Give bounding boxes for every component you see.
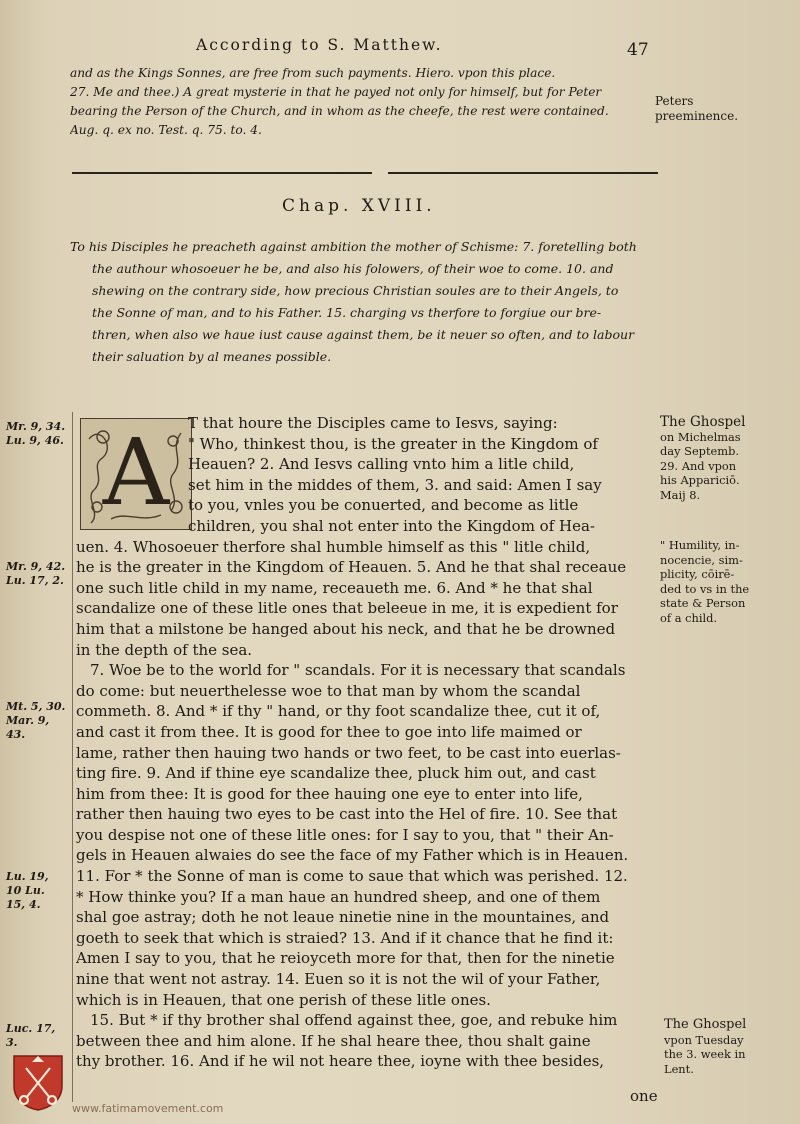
margin-reference: Mr. 9, 42. Lu. 17, 2. xyxy=(6,560,66,587)
argument-line: To his Disciples he preacheth against ambition the mother of Schisme: 7. foretelling both xyxy=(70,239,637,254)
note-line: day Septemb. xyxy=(660,444,740,458)
note-line: The Ghospel xyxy=(660,414,746,430)
margin-reference: Mt. 5, 30. Mar. 9, 43. xyxy=(6,700,66,741)
text-line: 11. For * the Sonne of man is come to saue that which was perished. 12. xyxy=(76,867,628,886)
section-rule-right xyxy=(388,172,658,174)
text-line: T that houre the Disciples came to Iesvs, saying: xyxy=(188,414,558,432)
margin-rule xyxy=(72,412,73,1102)
note-line: of a child. xyxy=(660,610,718,625)
margin-note-peter: Peters preeminence. xyxy=(655,94,739,123)
drop-cap-letter: A xyxy=(102,419,170,526)
text-line: him that a milstone be hanged about his neck, and that he be drowned xyxy=(76,619,616,638)
text-line: Heauen? 2. And Iesvs calling vnto him a litle child, xyxy=(188,455,575,474)
text-line: him from thee: It is good for thee hauing one eye to enter into life, xyxy=(76,784,583,803)
text-line: do come: but neuerthelesse woe to that man by whom the scandal xyxy=(76,681,581,700)
text-line: set him in the middes of them, 3. and said: Amen I say xyxy=(188,475,602,494)
text-line: scandalize one of these litle ones that beleeue in me, it is expedient for xyxy=(76,599,618,618)
note-line: plicity, cōirē- xyxy=(660,567,735,581)
text-line: uen. 4. Whosoeuer therfore shal humble himself as this " litle child, xyxy=(76,537,591,556)
running-title: According to S. Matthew. xyxy=(196,36,443,54)
note-line: The Ghospel xyxy=(664,1017,747,1032)
note-line: the 3. week in xyxy=(664,1047,746,1061)
note-line: " Humility, in- xyxy=(660,538,740,552)
annotation-line: and as the Kings Sonnes, are free from such payments. Hiero. vpon this place. xyxy=(70,66,556,80)
text-line: nine that went not astray. 14. Euen so it is not the wil of your Father, xyxy=(76,970,601,989)
text-line: commeth. 8. And * if thy " hand, or thy foot scandalize thee, cut it of, xyxy=(76,702,601,721)
papal-keys-seal-icon xyxy=(10,1052,66,1112)
text-line: * How thinke you? If a man haue an hundred sheep, and one of them xyxy=(76,887,601,906)
text-line: lame, rather then hauing two hands or two feet, to be cast into euerlas- xyxy=(76,743,621,762)
page-number: 47 xyxy=(627,40,649,60)
text-line: to you, vnles you be conuerted, and become as litle xyxy=(188,496,579,515)
margin-note-lent xyxy=(664,1018,784,1076)
margin-note-humility xyxy=(660,538,780,625)
text-line: gels in Heauen alwaies do see the face of my Father which is in Heauen. xyxy=(76,846,629,865)
argument-line: shewing on the contrary side, how precious Christian soules are to their Angels, to xyxy=(92,283,619,298)
note-line: his Appariciō. xyxy=(660,473,740,487)
text-line: one such litle child in my name, receaueth me. 6. And * he that shal xyxy=(76,578,593,597)
text-line: and cast it from thee. It is good for thee to goe into life maimed or xyxy=(76,722,582,741)
text-line: children, you shal not enter into the Kingdom of Hea- xyxy=(188,516,595,535)
text-line: rather then hauing two eyes to be cast into the Hel of fire. 10. See that xyxy=(76,805,618,824)
text-line: which is in Heauen, that one perish of these litle ones. xyxy=(76,990,491,1009)
note-line: Maij 8. xyxy=(660,487,701,502)
note-line: on Michelmas xyxy=(660,429,741,444)
argument-line: the Sonne of man, and to his Father. 15. charging vs therfore to forgiue our bre- xyxy=(92,305,602,320)
margin-reference: Luc. 17, 3. xyxy=(6,1022,56,1049)
section-rule-left xyxy=(72,172,372,174)
margin-note-michelmas xyxy=(660,415,780,502)
preceding-annotations xyxy=(70,64,655,140)
text-line: he is the greater in the Kingdom of Heauen. 5. And he that shal receaue xyxy=(76,558,627,577)
text-line: Amen I say to you, that he reioyceth more for that, then for the ninetie xyxy=(76,949,615,968)
text-line: 15. But * if thy brother shal offend against thee, goe, and rebuke him xyxy=(90,1011,618,1030)
site-watermark[interactable]: www.fatimamovement.com xyxy=(72,1102,224,1115)
margin-reference: Mr. 9, 34. Lu. 9, 46. xyxy=(6,420,66,447)
argument-line: thren, when also we haue iust cause against them, be it neuer so often, and to labour xyxy=(92,327,635,342)
text-line: you despise not one of these litle ones: for I say to you, that " their An- xyxy=(76,825,614,844)
text-line: " Who, thinkest thou, is the greater in the Kingdom of xyxy=(188,434,598,453)
note-line: vpon Tuesday xyxy=(664,1032,744,1047)
note-line: state & Person xyxy=(660,596,746,610)
note-line: Lent. xyxy=(664,1061,694,1076)
argument-line: their saluation by al meanes possible. xyxy=(92,349,332,364)
text-line: thy brother. 16. And if he wil not heare thee, ioyne with thee besides, xyxy=(76,1052,605,1071)
annotation-line: 27. Me and thee.) A great mysterie in that he payed not only for himself, but for Peter xyxy=(70,85,602,99)
margin-reference: Lu. 19, 10 Lu. 15, 4. xyxy=(6,870,49,911)
annotation-line: bearing the Person of the Church, and in whom as the cheefe, the rest were contained. xyxy=(70,104,609,118)
annotation-line: Aug. q. ex no. Test. q. 75. to. 4. xyxy=(70,123,262,137)
text-line: in the depth of the sea. xyxy=(76,640,253,659)
text-line: shal goe astray; doth he not leaue ninetie nine in the mountaines, and xyxy=(76,908,610,927)
note-line: 29. And vpon xyxy=(660,458,737,473)
text-line: 7. Woe be to the world for " scandals. For it is necessary that scandals xyxy=(90,661,626,680)
note-line: ded to vs in the xyxy=(660,581,750,596)
text-line: goeth to seek that which is straied? 13. And if it chance that he find it: xyxy=(76,928,614,947)
argument-line: the authour whosoeuer he be, and also his folowers, of their woe to come. 10. and xyxy=(92,261,614,276)
chapter-text xyxy=(76,413,661,1072)
chapter-argument xyxy=(70,236,660,368)
text-line: between thee and him alone. If he shal heare thee, thou shalt gaine xyxy=(76,1031,591,1050)
catchword: one xyxy=(630,1087,658,1105)
text-line: ting fire. 9. And if thine eye scandalize thee, pluck him out, and cast xyxy=(76,764,596,783)
chapter-title: Chap. XVIII. xyxy=(282,196,436,216)
note-line: nocencie, sim- xyxy=(660,552,743,567)
